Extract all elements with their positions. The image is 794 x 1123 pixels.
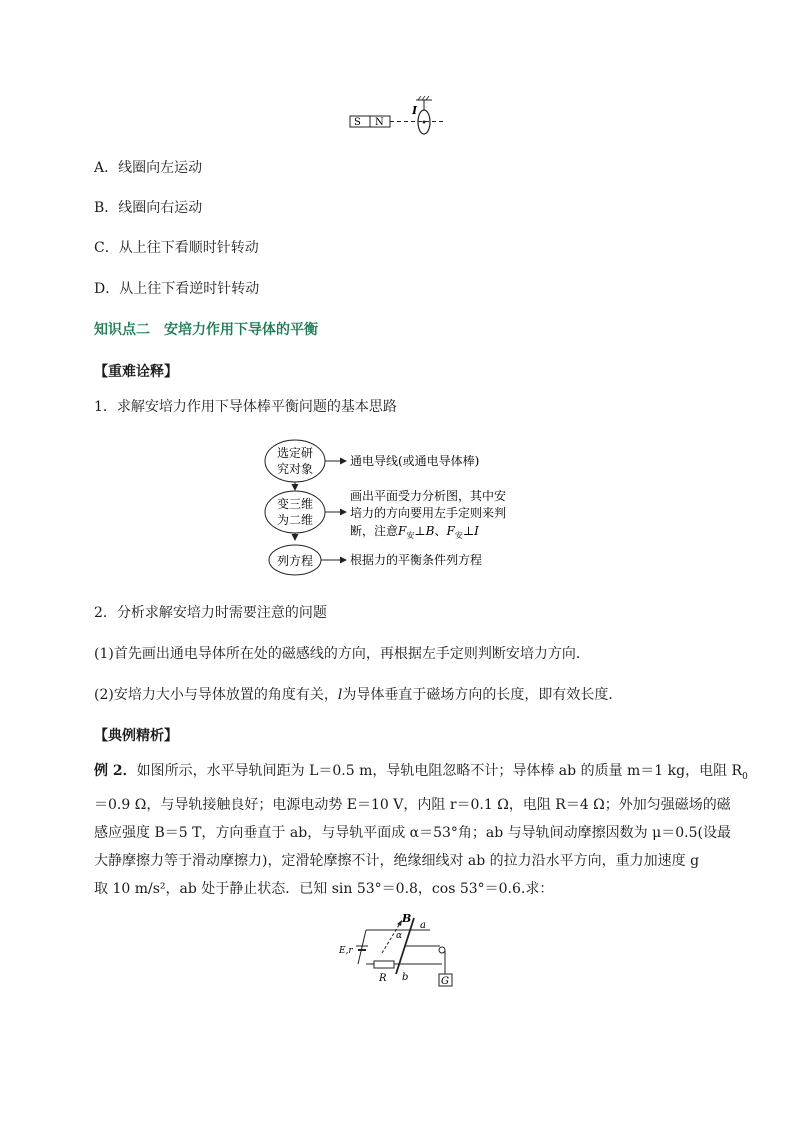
magnet-n-label: N (375, 117, 384, 128)
flow-desc-2-line2: 培力的方向要用左手定则来判 (350, 506, 507, 520)
point1-title: 1．求解安培力作用下导体棒平衡问题的基本思路 (94, 399, 397, 415)
example-problem (94, 760, 748, 901)
flowchart (260, 436, 560, 586)
note-2: (2)安培力大小与导体放置的角度有关，l为导体垂直于磁场方向的长度，即有效长度． (94, 687, 623, 703)
example-line-1: 例 2．如图所示，水平导轨间距为 L＝0.5 m，导轨电阻忽略不计；导体棒 ab 的质量 m＝1 kg，电阻 $R_0$ (94, 763, 748, 782)
option-d: D．从上往下看逆时针转动 (94, 281, 260, 297)
example-heading: 【典例精析】 (94, 728, 178, 744)
flow-box-2-line2: 为二维 (276, 513, 314, 527)
option-a: A．线圈向左运动 (94, 160, 203, 176)
note-2-prefix: (2)安培力大小与导体放置的角度有关， (94, 687, 338, 703)
example-line-2: ＝0.9 Ω，与导轨接触良好；电源电动势 E＝10 V，内阻 r＝0.1 Ω，电阻 R＝4 Ω；外加匀强磁场的磁 (94, 796, 731, 813)
example-line-4: 大静摩擦力等于滑动摩擦力)，定滑轮摩擦不计，绝缘细线对 ab 的拉力沿水平方向，重力加速度 g (94, 852, 700, 869)
label-B: B (402, 912, 412, 925)
note-1: (1)首先画出通电导体所在处的磁感线的方向，再根据左手定则判断安培力方向． (94, 646, 590, 662)
current-label: I (412, 104, 418, 117)
flow-desc-2-line3: 断，注意$F_安\perp B$、$F_安\perp I$ (350, 524, 479, 540)
label-R: R (379, 973, 387, 984)
label-G: G (441, 976, 449, 987)
example-line-5: 取 10 m/s²，ab 处于静止状态．已知 sin 53°＝0.8，cos 53°＝0.6.求： (94, 880, 554, 897)
flow-box-3-label: 列方程 (276, 554, 314, 568)
rail-circuit-figure (336, 908, 466, 994)
flow-box-1-line1: 选定研 (276, 446, 314, 460)
resistor (374, 961, 394, 968)
flow-desc-3: 根据力的平衡条件列方程 (350, 553, 483, 567)
label-a: a (420, 920, 426, 931)
magnet-s-label: S (354, 117, 361, 128)
example-line-3: 感应强度 B＝5 T，方向垂直于 ab，与导轨平面成 α＝53°角；ab 与导轨间动摩擦因数为 μ＝0.5(设最 (94, 824, 731, 841)
flow-desc-1: 通电导线(或通电导体棒) (350, 454, 480, 468)
flow-box-1-line2: 究对象 (276, 462, 314, 476)
label-Er: E,r (339, 946, 353, 956)
section-title: 知识点二 安培力作用下导体的平衡 (94, 322, 318, 338)
note-2-rest: 为导体垂直于磁场方向的长度，即有效长度． (342, 687, 623, 703)
key-analysis-heading: 【重难诠释】 (94, 364, 178, 380)
point2-title: 2．分析求解安培力时需要注意的问题 (94, 605, 327, 621)
flow-box-2-line1: 变三维 (276, 497, 314, 511)
magnet-coil-figure (340, 92, 460, 142)
label-alpha: α (396, 931, 403, 941)
label-b: b (402, 972, 409, 983)
option-b: B．线圈向右运动 (94, 200, 203, 216)
option-c: C．从上往下看顺时针转动 (94, 240, 259, 256)
flow-desc-2-line1: 画出平面受力分析图，其中安 (350, 489, 507, 503)
